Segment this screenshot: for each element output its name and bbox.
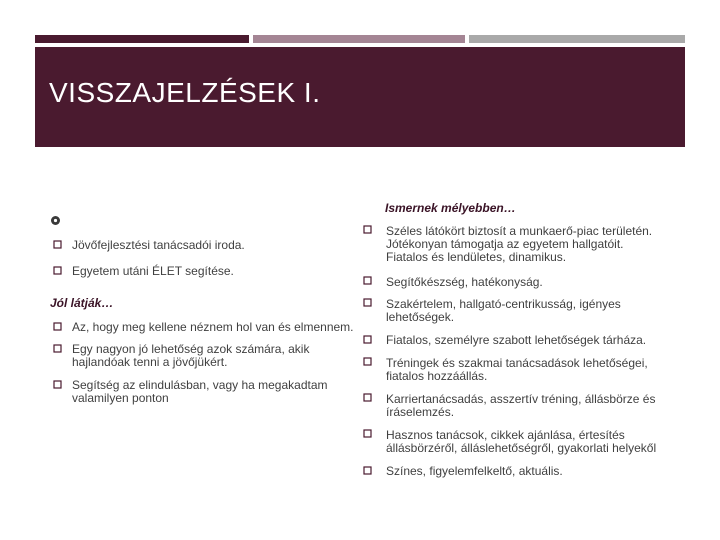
list-item-line: íráselemzés. (386, 405, 455, 419)
list-item-line: állásbörzéről, álláslehetőségről, gyakorlati helyekől (386, 441, 657, 455)
section-heading-right: Ismernek mélyebben… (385, 201, 516, 215)
list-item-line: valamilyen ponton (72, 391, 169, 405)
list-item-line: Tréningek és szakmai tanácsadások lehetőségei, (386, 356, 648, 370)
hollow-square-bullet-icon (363, 466, 372, 475)
list-item-line: Széles látókört biztosít a munkaerő-piac területén. (386, 224, 653, 238)
section-heading-left: Jól látják… (50, 296, 114, 310)
hollow-square-bullet-icon (53, 266, 62, 275)
slide-title: VISSZAJELZÉSEK I. (49, 77, 321, 108)
hollow-square-bullet-icon (53, 322, 62, 331)
hollow-square-bullet-icon (53, 240, 62, 249)
list-item: Jövőfejlesztési tanácsadói iroda. (72, 238, 245, 252)
list-item-line: Szakértelem, hallgató-centrikusság, igényes (386, 297, 621, 311)
hollow-square-bullet-icon (363, 393, 372, 402)
hollow-square-bullet-icon (363, 335, 372, 344)
hollow-square-bullet-icon (363, 429, 372, 438)
list-item-line: Egy nagyon jó lehetőség azok számára, akik (72, 342, 310, 356)
filled-circle-icon (50, 213, 61, 224)
list-item-line: Karriertanácsadás, asszertív tréning, állásbörze és (386, 392, 656, 406)
list-item-line: Jótékonyan támogatja az egyetem hallgatóit. (386, 237, 624, 251)
hollow-square-bullet-icon (363, 357, 372, 366)
hollow-square-bullet-icon (363, 298, 372, 307)
hollow-square-bullet-icon (363, 276, 372, 285)
hollow-square-bullet-icon (363, 225, 372, 234)
list-item-line: hajlandóak tenni a jövőjükért. (72, 355, 228, 369)
list-item-line: Fiatalos és lendületes, dinamikus. (386, 250, 567, 264)
list-item-line: lehetőségek. (386, 310, 455, 324)
accent-bar-right (469, 35, 685, 43)
list-item: Színes, figyelemfelkeltő, aktuális. (386, 464, 563, 478)
title-band (35, 47, 685, 147)
list-item: Az, hogy meg kellene néznem hol van és elmennem. (72, 320, 354, 334)
accent-bar-left (35, 35, 249, 43)
hollow-square-bullet-icon (53, 344, 62, 353)
list-item: Fiatalos, személyre szabott lehetőségek tárháza. (386, 333, 647, 347)
hollow-square-bullet-icon (53, 380, 62, 389)
list-item: Egyetem utáni ÉLET segítése. (72, 264, 234, 278)
list-item-line: Hasznos tanácsok, cikkek ajánlása, értesítés (386, 428, 625, 442)
list-item-line: Segítség az elindulásban, vagy ha megakadtam (72, 378, 328, 392)
list-item: Segítőkészség, hatékonyság. (386, 275, 543, 289)
list-item-line: fiatalos hozzáállás. (386, 369, 488, 383)
accent-bar-middle (253, 35, 465, 43)
